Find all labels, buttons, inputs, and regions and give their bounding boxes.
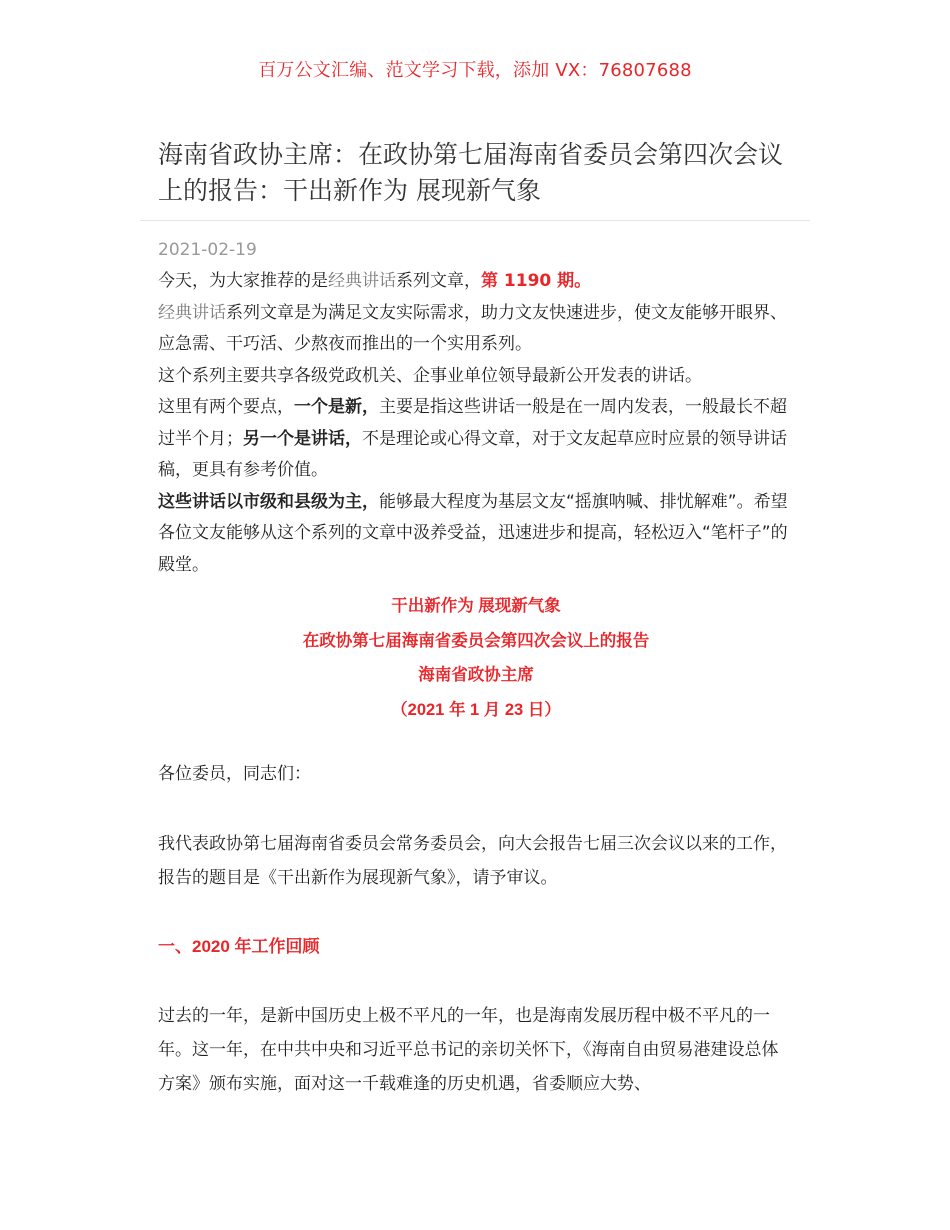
section-heading-1: 一、2020 年工作回顾 [158,937,320,956]
intro-text: 这里有两个要点， [158,397,294,417]
intro-section [158,266,794,727]
publish-date: 2021-02-19 [158,240,257,260]
series-link[interactable]: 经典讲话 [158,302,226,323]
intro-paragraph-5 [158,487,794,582]
intro-paragraph-3: 这个系列主要共享各级党政机关、企事业单位领导最新公开发表的讲话。 [158,365,702,386]
intro-text: 今天，为大家推荐的是 [158,271,328,291]
series-link[interactable]: 经典讲话 [328,271,396,291]
intro-text: 能够最大程度为基层文友“摇旗呐喊、排忧解难”。希望各位文友能够从这个系列的文章中汲养受益，迅速进步和提高，轻松迈入“笔杆子”的殿堂。 [158,491,788,575]
article-title: 海南省政协主席：在政协第七届海南省委员会第四次会议上的报告：干出新作为 展现新气象 [158,140,784,205]
intro-text: 不是理论或心得文章，对于文友起草应时应景的领导讲话稿，更具有参考价值。 [158,428,787,480]
speech-title: 干出新作为 展现新气象 [391,597,561,615]
intro-paragraph-4 [158,392,794,487]
intro-paragraph-1 [158,266,794,298]
key-point-new: 一个是新， [294,397,379,417]
intro-text: 系列文章， [396,271,481,291]
intro-text: 系列文章是为满足文友实际需求，助力文友快速进步，使文友能够开眼界、应急需、干巧活、少熬夜而推出的一个实用系列。 [158,302,787,354]
speaker: 海南省政协主席 [418,666,534,684]
promo-banner: 百万公文汇编、范文学习下载，添加 VX：76807688 [258,60,692,81]
key-point-level: 这些讲话以市级和县级为主， [158,491,379,512]
key-point-speech: 另一个是讲话， [243,428,362,449]
intro-text: 主要是指这些讲话一般是在一周内发表，一般最长不超过半个月； [158,397,787,449]
intro-paragraph-2 [158,298,794,361]
speech-date: （2021 年 1 月 23 日） [391,700,561,719]
title-divider [140,220,810,221]
speech-paragraph-1: 我代表政协第七届海南省委员会常务委员会，向大会报告七届三次会议以来的工作，报告的题目是《干出新作为展现新气象》，请予审议。 [158,834,787,888]
issue-number: 第 1190 期。 [481,271,592,291]
greeting: 各位委员，同志们： [158,764,311,784]
speech-occasion: 在政协第七届海南省委员会第四次会议上的报告 [302,631,650,650]
speech-paragraph-2: 过去的一年，是新中国历史上极不平凡的一年，也是海南发展历程中极不平凡的一年。这一年，在中共中央和习近平总书记的亲切关怀下，《海南自由贸易港建设总体方案》颁布实施，面对这一千载难逢的历史机遇，省委顺应大势、 [158,1006,779,1094]
